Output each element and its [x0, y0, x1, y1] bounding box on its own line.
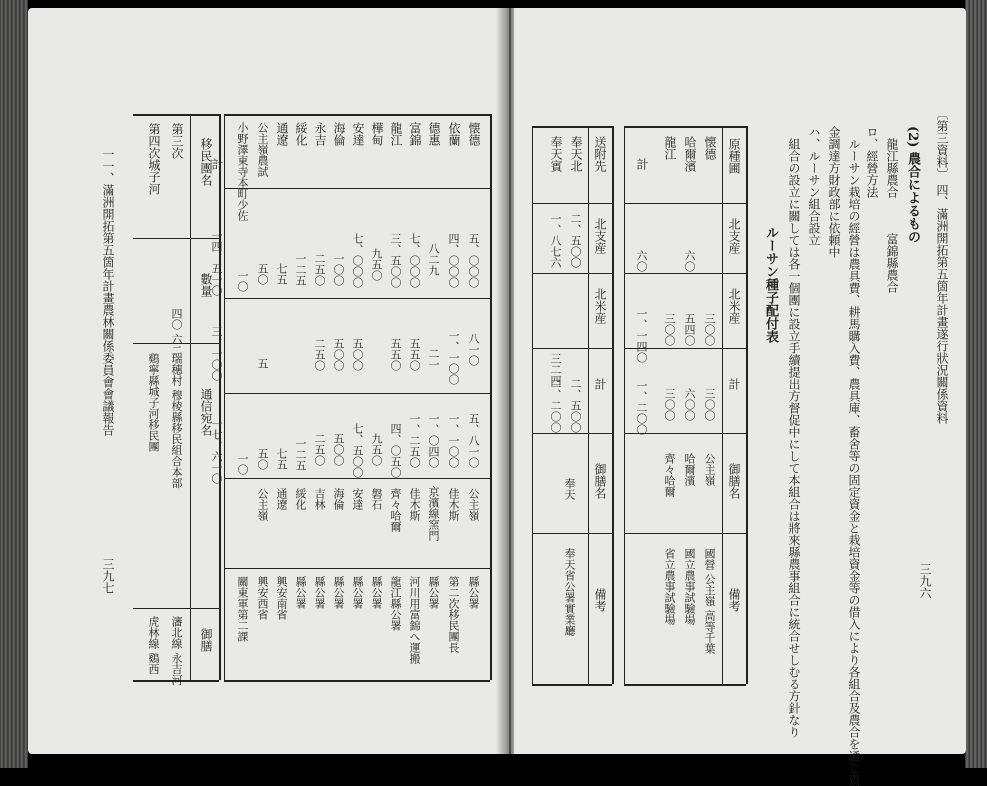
row-label-12: 小野澤東寺本町少佐	[236, 122, 249, 221]
cell-11-1: 五〇	[256, 263, 269, 285]
row-label-2: 德惠	[427, 122, 441, 146]
page-number-left: 三九七	[101, 558, 115, 594]
t1-r3-c3: 一、二〇〇	[635, 380, 648, 435]
t1-r2-c2: 三〇〇	[663, 313, 676, 346]
cell-3-4: 佳木斯	[408, 488, 421, 521]
t1-r2-c4: 齊々哈爾	[663, 453, 676, 497]
right-page	[514, 8, 966, 786]
t1-r2-c3: 三〇〇	[663, 388, 676, 421]
row-label-5: 樺甸	[370, 122, 384, 146]
cell-8-4: 吉林	[313, 488, 326, 510]
bottom-row-1-name: 第四次城子河	[147, 123, 161, 195]
right-header: 〔第三資料〕 四、滿洲開拓第五箇年計畫遂行狀況關係資料	[935, 108, 949, 424]
cell-5-4: 磐石	[370, 488, 383, 510]
cell-2-5: 縣公署	[427, 576, 440, 609]
cell-total-2: 三、一〇〇	[210, 326, 223, 381]
t2-r1-c2: 三二四	[549, 353, 562, 386]
cell-3-1: 七、〇〇〇	[408, 233, 421, 288]
cell-total-3: 一七、六一〇	[210, 418, 223, 484]
t2-header-2: 北米産	[593, 288, 607, 324]
cell-8-1: 二五〇	[313, 253, 326, 286]
row-label-4: 龍江	[389, 122, 403, 146]
t1-r2-c0: 龍江	[663, 136, 677, 160]
cell-5-3: 九五〇	[370, 433, 383, 466]
t1-header-3: 計	[727, 378, 741, 390]
cell-8-5: 縣公署	[313, 576, 326, 609]
cell-8-3: 二五〇	[313, 433, 326, 466]
t1-r3-c1: 六〇	[635, 250, 648, 272]
t1-r3-c0: 計	[635, 158, 649, 170]
cell-3-3: 一、二五〇	[408, 413, 421, 468]
t2-r1-c3: 二、二〇〇	[549, 378, 562, 433]
t1-header-1: 北支産	[727, 218, 741, 254]
t2-r0-c3: 二、五〇〇	[569, 378, 582, 433]
cell-9-4: 綏化	[294, 488, 307, 510]
bottom-header-1: 數量	[199, 273, 213, 297]
bottom-row-1-station: 虎林線 鷄西	[147, 616, 160, 675]
t1-r1-c3: 六〇〇	[683, 388, 696, 421]
t2-header-1: 北支産	[593, 218, 607, 254]
footer-title: 一一、滿洲開拓第五箇年計畫農林關係委員會會議報告	[101, 148, 115, 436]
t2-header-0: 送附先	[593, 136, 607, 172]
t1-r0-c2: 三〇〇	[703, 313, 716, 346]
cell-11-5: 興安西省	[256, 576, 269, 620]
cell-0-2: 八一〇	[467, 333, 480, 366]
cell-2-3: 一、〇四〇	[427, 413, 440, 468]
t1-r1-c1: 六〇	[683, 250, 696, 272]
t2-r1-c1: 一、八七六	[549, 213, 562, 268]
t1-r0-c0: 懐德	[703, 136, 717, 160]
cell-2-1: 八二九	[427, 243, 440, 276]
t1-header-0: 原種圃	[727, 138, 741, 174]
cell-4-1: 三、五〇〇	[389, 233, 402, 288]
cell-10-5: 興安南省	[275, 576, 288, 620]
cell-1-4: 佳木斯	[447, 488, 460, 521]
cell-4-5: 龍江縣公署	[389, 576, 402, 631]
cell-4-3: 四、〇五〇	[389, 423, 402, 478]
t1-r1-c0: 哈爾濱	[683, 136, 697, 172]
t2-header-5: 備考	[593, 588, 607, 612]
cell-7-1: 一〇〇	[332, 253, 345, 286]
t2-r0-c1: 二、五〇〇	[569, 213, 582, 268]
page-number-right-visible: 三九六	[918, 563, 932, 599]
row-label-7: 海倫	[332, 122, 346, 146]
row-label-total: 計	[210, 158, 224, 170]
cell-10-4: 通遼	[275, 488, 288, 510]
cell-11-4: 公主嶺	[256, 488, 269, 521]
text-3: 組合の設立に關しては各一個團に設立手續提出方督促中にして本組合は將來縣農事組合に統合せしむる方針なり	[787, 138, 801, 738]
cell-0-1: 五、〇〇〇	[467, 233, 480, 288]
t2-r0-c5: 奉天省公署實業廳	[563, 548, 576, 636]
cell-5-5: 縣公署	[370, 576, 383, 609]
cell-8-2: 二五〇	[313, 338, 326, 371]
cell-12-2: 五	[256, 358, 269, 369]
row-label-3: 富錦	[408, 122, 422, 146]
cell-2-4: 京濱線窯門	[427, 486, 440, 541]
t1-r1-c5: 國立農事試驗場	[683, 548, 696, 625]
cell-7-3: 五〇〇	[332, 433, 345, 466]
t1-r0-c4: 公主嶺	[703, 453, 716, 486]
cell-0-3: 五、八一〇	[467, 413, 480, 468]
book-edge-right	[965, 0, 987, 768]
cell-0-4: 公主嶺	[467, 488, 480, 521]
row-label-10: 通遼	[275, 122, 289, 146]
bottom-row-1-addr: 鷄寧縣城子河移民團	[147, 353, 160, 452]
t1-r2-c5: 省立農事試驗場	[663, 548, 676, 625]
cell-1-1: 四、〇〇〇	[447, 233, 460, 288]
cell-6-3: 七、五〇〇	[351, 423, 364, 478]
cell-12-5: 關東軍第二課	[236, 576, 249, 642]
table1-title: ルーサン種子配付表	[763, 226, 778, 343]
bottom-row-0-name: 第三次	[170, 123, 184, 159]
t1-header-5: 備考	[727, 588, 741, 612]
row-label-11: 公主嶺農試	[256, 122, 269, 177]
cell-6-2: 五〇〇	[351, 338, 364, 371]
t2-header-4: 御膳名	[593, 463, 607, 499]
cell-3-5: 河川用富錦へ運搬	[408, 576, 421, 664]
t1-r0-c5: 國營 公主嶺 高等千葉	[703, 548, 716, 654]
cell-9-3: 一二五	[294, 438, 307, 471]
bottom-row-0-addr: 瑞穗村 穆棱縣移民組合本部	[170, 353, 183, 489]
cell-10-1: 七五	[275, 263, 288, 285]
cell-4-4: 齊々哈爾	[389, 488, 402, 532]
row-label-1: 依蘭	[447, 122, 461, 146]
item-ha: ハ、ルーサン組合設立	[807, 126, 821, 246]
row-label-9: 綏化	[294, 122, 308, 146]
cell-11-3: 五〇	[256, 448, 269, 470]
cell-5-1: 九五〇	[370, 248, 383, 281]
cell-2-2: 二一	[427, 348, 440, 370]
text-2: 金調達方財政部に依頼中	[827, 126, 841, 258]
cell-7-5: 縣公署	[332, 576, 345, 609]
t1-r1-c2: 五四〇	[683, 313, 696, 346]
t1-r0-c3: 三〇〇	[703, 388, 716, 421]
section-title: (2) 農合によるもの	[905, 126, 920, 243]
cell-9-1: 一二五	[294, 253, 307, 286]
item-ro: ロ、經營方法	[865, 126, 879, 198]
row-label-6: 安達	[351, 122, 365, 146]
t2-r0-c4: 奉天	[563, 478, 576, 500]
cell-6-4: 安達	[351, 488, 364, 510]
cell-7-4: 海倫	[332, 488, 345, 510]
row-label-0: 懐德	[467, 122, 481, 146]
cell-1-5: 第二次移民團長	[447, 576, 460, 653]
cell-12-1: 一〇	[236, 270, 249, 292]
cell-12-3: 一〇	[236, 453, 249, 475]
text-1: ルーサン栽培の經營は農具費、耕馬購入費、農具庫、畜舍等の固定資金と栽培資金等の借入により各組合及農合を通じ資	[847, 138, 861, 786]
cell-6-1: 七、〇〇〇	[351, 233, 364, 288]
book-edge-left	[0, 0, 28, 768]
bottom-row-0-station: 瀋北線 永吉河	[170, 616, 183, 686]
cell-3-2: 五五〇	[408, 338, 421, 371]
t2-header-3: 計	[593, 378, 607, 390]
bottom-header-2: 通信宛名	[199, 388, 213, 436]
cell-1-3: 一、一〇〇	[447, 413, 460, 468]
cell-0-5: 縣公署	[467, 576, 480, 609]
t1-r1-c4: 哈爾濱	[683, 453, 696, 486]
bottom-header-0: 移民團名	[199, 138, 213, 186]
cell-7-2: 五〇〇	[332, 338, 345, 371]
t1-header-2: 北米産	[727, 288, 741, 324]
cell-4-2: 五五〇	[389, 338, 402, 371]
cell-9-5: 縣公署	[294, 576, 307, 609]
t1-header-4: 御膳名	[727, 463, 741, 499]
row-label-8: 永吉	[313, 122, 327, 146]
sub-b: 富錦縣農合	[885, 233, 899, 293]
cell-6-5: 縣公署	[351, 576, 364, 609]
left-page	[28, 8, 506, 754]
bottom-header-3: 御膳	[199, 628, 213, 652]
cell-1-2: 一、一〇〇	[447, 330, 460, 385]
sub-a: 龍江縣農合	[885, 138, 899, 198]
cell-10-3: 七五	[275, 448, 288, 470]
t2-r0-c0: 奉天北	[569, 136, 583, 172]
cell-total-1: 一四、五一〇	[210, 230, 223, 296]
t1-r3-c2: 一、一四〇	[635, 308, 648, 363]
t2-r1-c0: 奉天賓	[549, 136, 563, 172]
bottom-row-0-qty: 四〇 六二	[170, 308, 183, 356]
